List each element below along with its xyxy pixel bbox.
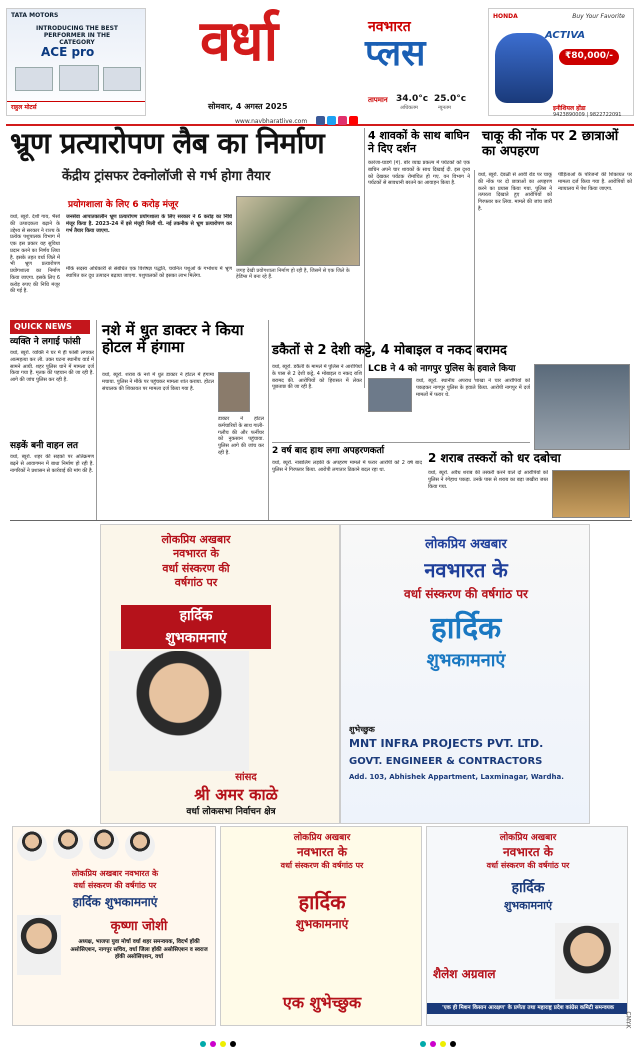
temp-max-label: अधिकतम	[400, 105, 418, 111]
doctor-body: वर्धा, ब्यूरो. शराब के नशे में धुत डाक्टर ने होटल में हंगामा मचाया. पुलिस ने मौके पर पहुंचकर मामला शांत कराया. होटल संचालक की शिकायत पर मामला दर्ज किया गया है.	[102, 372, 214, 392]
lead-body-col3: मौके सदस्य अधिकारी से संबंधित एक विशेषज्ञ पद्धति, चयनित पशुओं के गर्भाशय में भ्रूण स्थापित कर दूध उत्पादन बढ़ाया जाएगा. पशुपालकों को इसका लाभ मिलेगा.	[66, 266, 232, 279]
registration-mark	[200, 1041, 206, 1047]
masthead-plus: प्लस	[365, 33, 426, 74]
ad-brand: HONDA	[493, 13, 518, 20]
lead-subhead: केंद्रीय ट्रांसफर टेक्नोलॉजी से गर्भ होगा तैयार	[62, 169, 271, 184]
b1-area: वर्धा लोकसभा निर्वाचन क्षेत्र	[186, 807, 276, 817]
temp-min-label: न्यूनतम	[438, 105, 451, 111]
b1-line1: लोकप्रिय अखबार	[161, 533, 231, 546]
quick-body-2: वर्धा, ब्यूरो. शहर की सड़कों पर अतिक्रमण बढ़ने से आवागमन में बाधा निर्माण हो रही है. नागरिकों ने प्रशासन से कार्रवाई की मांग की है.	[10, 454, 94, 474]
lead-body-col1: वर्धा, ब्यूरो. देशी गाय, भैंसों की उत्पादकता बढ़ाने के उद्देश्य से सरकार ने राज्य के प्रत्येक पशुपालक विभाग में एक इस प्रकार यह सुविधा प्रदान करने का निर्णय लिया है. इसके तहत वर्धा जिले में भी भ्रूण प्रत्यारोपण प्रयोगशाला का निर्माण किया जाएगा. इसके लिए 6 करोड़ रुपए की निधि मंजूर की गई है.	[10, 214, 60, 295]
liquor-photo	[552, 470, 630, 518]
b2-sub: GOVT. ENGINEER & CONTRACTORS	[349, 756, 543, 767]
greeting-ad-krishna-joshi	[12, 826, 216, 1026]
lcb-photo	[368, 378, 412, 412]
b5-line1: लोकप्रिय अखबार	[499, 833, 557, 843]
b2-greet1: हार्दिक	[430, 611, 502, 646]
registration-mark	[440, 1041, 446, 1047]
quick-headline-1: व्यक्ति ने लगाई फांसी	[10, 337, 81, 347]
chaku-body-2: पीड़िताओं के परिजनों की शिकायत पर मामला दर्ज किया गया है. आरोपियों को न्यायालय में पेश किया जाएगा.	[558, 172, 632, 192]
b5-greet1: हार्दिक	[511, 880, 545, 896]
portrait-image	[53, 829, 83, 859]
b1-line4: वर्षगांठ पर	[174, 575, 218, 589]
b4-greet1: हार्दिक	[298, 890, 346, 914]
lead-caption: जगह देखी प्रयोगशाला निर्माण हो रही है, जिसमें से एक जिले के हेडिंग्स में बना रहे हैं.	[236, 268, 350, 280]
ad-dealer: राहुल मोटर्स	[7, 101, 145, 115]
youtube-icon[interactable]	[349, 116, 358, 125]
liquor-body: वर्धा, ब्यूरो. अवैध शराब की तस्करी करने वाले दो आरोपियों को पुलिस ने रंगेहाथ पकड़ा. उनके पास से शराब का बड़ा जखीरा जब्त किया गया.	[428, 470, 548, 490]
ad-phone: 9423890009 | 9822722091	[553, 112, 622, 118]
lcb-headline: LCB ने 4 को नागपुर पुलिस के हवाले किया	[368, 364, 516, 374]
b2-address: Add. 103, Abhishek Appartment, Laxminagar, Wardha.	[349, 773, 564, 781]
dateline: सोमवार, 4 अगस्त 2025	[208, 102, 288, 111]
b1-line2: नवभारत के	[173, 547, 219, 561]
liquor-headline: 2 शराब तस्करों को धर दबोचा	[428, 451, 561, 465]
b4-line1: लोकप्रिय अखबार	[293, 833, 351, 843]
b4-greet2: शुभकामनाएं	[295, 917, 349, 931]
ad-brand: TATA MOTORS	[11, 12, 59, 19]
b5-greet2: शुभकामनाएं	[503, 899, 553, 912]
doctor-photo	[218, 372, 250, 412]
baghin-body: कारंजा-घाडगे (गं). बोर व्याघ्र प्रकल्प में पर्यटकों को एक बाघिन अपने चार शावकों के साथ दिखाई दी. इस दृश्य को देखकर पर्यटक रोमांचित हो गए. वन विभाग ने पर्यटकों से सावधानी बरतने का आवाहन किया है.	[368, 160, 470, 187]
portrait-image	[89, 829, 119, 859]
greeting-ad-mnt-infra	[340, 524, 590, 824]
twitter-icon[interactable]	[327, 116, 336, 125]
ad-dealer: इनीशियल होंडा	[553, 105, 586, 112]
truck-image	[15, 67, 53, 91]
registration-mark	[420, 1041, 426, 1047]
temp-label: तापमान	[368, 96, 388, 104]
b2-company: MNT INFRA PROJECTS PVT. LTD.	[349, 737, 544, 750]
b2-greet2: शुभकामनाएं	[426, 650, 506, 671]
tata-ace-ad[interactable]	[6, 8, 146, 116]
website-link[interactable]: www.navbharatlive.com	[235, 118, 308, 125]
ad-product: ACTIVA	[545, 30, 586, 41]
chaku-body: वर्धा, ब्यूरो. देवळी से आर्वी रोड पर चाकू की नोंक पर दो छात्राओं का अपहरण करने का प्रयास किया गया. पुलिस ने तत्परता दिखाते हुए आरोपियों को गिरफ्तार कर लिया. मामले की जांच जारी है.	[478, 172, 552, 212]
b3-desc: अध्यक्ष, भाजपा युवा मोर्चा वर्धा शहर समन्वयक, विदर्भ हॉकी असोसिएशन, नागपुर सचिव, वर्धा जिला हॉकी असोसिएशन व स्वराज हॉकी असोसिएशन, वर्धा	[70, 939, 208, 961]
b2-line1: लोकप्रिय अखबार	[425, 537, 507, 552]
b5-line3: वर्धा संस्करण की वर्षगांठ पर	[486, 861, 570, 870]
dacoity-headline: डकैतों से 2 देशी कट्टे, 4 मोबाइल व नकद बरामद	[272, 343, 507, 358]
registration-mark	[220, 1041, 226, 1047]
greeting-ad-shubhechhuk	[220, 826, 422, 1026]
registration-mark	[430, 1041, 436, 1047]
b3-line1: लोकप्रिय अखबार नवभारत के	[71, 869, 159, 878]
b1-greet2: शुभकामनाएं	[121, 627, 271, 649]
dacoity-body: वर्धा, ब्यूरो. डकैती के मामले में पुलिस ने आरोपियों के पास से 2 देशी कट्टे, 4 मोबाइल व नकद राशि बरामद की. आरोपियों को हिरासत में लेकर पूछताछ की जा रही है.	[272, 364, 362, 391]
b1-name: श्री अमर काळे	[194, 785, 278, 804]
quick-headline-2: सड़कें बनी वाहन लत	[10, 441, 79, 451]
baghin-headline: 4 शावकों के साथ बाघिन ने दिए दर्शन	[368, 129, 470, 155]
lcb-body: वर्धा, ब्यूरो. स्थानीय अपराध शाखा ने चार आरोपियों को पकड़कर नागपुर पुलिस के हवाले किया. आरोपी नागपुर में दर्ज मामलों में फरार थे.	[416, 378, 530, 398]
ad-tagline: INTRODUCING THE BEST PERFORMER IN THE CATEGORY	[36, 25, 118, 47]
registration-mark	[230, 1041, 236, 1047]
portrait-image	[125, 831, 155, 861]
b5-desc: 'एक ही मिशन किसान आरक्षण' के प्रणेता तथा महाराष्ट्र प्रदेश कांग्रेस कमिटी समन्वयक	[427, 1003, 628, 1014]
ad-tagline: Buy Your Favorite	[572, 13, 625, 20]
portrait-image	[17, 915, 61, 975]
b4-line3: वर्धा संस्करण की वर्षगांठ पर	[280, 861, 364, 870]
b2-line3: वर्धा संस्करण की वर्षगांठ पर	[404, 587, 528, 601]
truck-image	[103, 67, 141, 91]
lead-photo	[236, 196, 360, 266]
facebook-icon[interactable]	[316, 116, 325, 125]
b3-line2: वर्धा संस्करण की वर्षगांठ पर	[73, 881, 157, 890]
honda-activa-ad[interactable]	[488, 8, 634, 116]
b3-name: कृष्णा जोशी	[110, 919, 168, 934]
b1-greet1: हार्दिक	[121, 605, 271, 627]
b2-line2: नवभारत के	[424, 558, 508, 582]
masthead-navbharat: नवभारत	[368, 19, 411, 35]
b1-role: सांसद	[235, 772, 257, 783]
temp-max: 34.0°c	[396, 94, 429, 104]
ad-price: ₹80,000/-	[559, 49, 619, 65]
quick-news-label: QUICK NEWS	[10, 320, 90, 334]
masthead-title: वर्धा	[200, 9, 277, 74]
registration-mark	[210, 1041, 216, 1047]
page-divider	[10, 520, 632, 521]
page-mark: CMYK	[624, 1011, 632, 1029]
instagram-icon[interactable]	[338, 116, 347, 125]
portrait-image	[555, 923, 619, 999]
greeting-ad-shailesh-agrawal	[426, 826, 628, 1026]
b2-sponsor-label: शुभेच्छुक	[349, 725, 375, 734]
column-divider	[96, 320, 97, 520]
portrait-image	[17, 831, 47, 861]
chaku-headline: चाकू की नोंक पर 2 छात्राओं का अपहरण	[482, 129, 619, 159]
story-divider	[272, 442, 530, 443]
lead-body-col2: जनसेवा आपातकालीन भ्रूण प्रत्यारोपण प्रयोगशाला के लिए सरकार ने 6 करोड़ का निधि मंजूर किया है. 2023-24 में इसे मंजूरी मिली थी. नई तकनीक से भ्रूण प्रत्यारोपण कर गर्भ तैयार किया जाएगा.	[66, 214, 232, 234]
temp-min: 25.0°c	[434, 94, 467, 104]
portrait-image	[109, 651, 249, 771]
truck-image	[59, 65, 99, 91]
police-photo	[534, 364, 630, 450]
registration-mark	[450, 1041, 456, 1047]
b5-line2: नवभारत के	[502, 845, 554, 859]
greeting-ad-amar-kale	[100, 524, 340, 824]
kidnapper-headline: 2 वर्ष बाद हाथ लगा अपहरणकर्ता	[272, 446, 385, 456]
lead-headline: भ्रूण प्रत्यारोपण लैब का निर्माण	[10, 126, 325, 160]
lead-kicker: प्रयोगशाला के लिए 6 करोड़ मंजूर	[68, 200, 179, 210]
ad-product: ACE pro	[41, 45, 95, 59]
b4-sign: एक शुभेच्छुक	[282, 993, 362, 1012]
b4-line2: नवभारत के	[296, 845, 348, 859]
scooter-image	[495, 33, 553, 103]
kidnapper-body: वर्धा, ब्यूरो. नाबालिग लड़की के अपहरण मामले में फरार आरोपी को 2 वर्ष बाद पुलिस ने गिरफ्तार किया. आरोपी लगातार ठिकाने बदल रहा था.	[272, 460, 422, 473]
b5-name: शैलेश अग्रवाल	[433, 967, 496, 981]
doctor-headline: नशे में धुत डाक्टर ने किया होटल में हंगामा	[102, 321, 244, 357]
doctor-body-2: डाक्टर ने होटल कर्मचारियों के साथ गाली-गलौच की और फर्नीचर को नुकसान पहुंचाया. पुलिस आगे की जांच कर रही है.	[218, 416, 264, 456]
quick-body-1: वर्धा, ब्यूरो. व्यक्ति ने घर में ही फांसी लगाकर आत्महत्या कर ली. उक्त घटना स्थानीय वार्ड में सामने आयी. शहर पुलिस थाने में मामला दर्ज किया गया है. मृतक की पहचान की जा रही है. आगे की जांच पुलिस कर रही है.	[10, 350, 94, 383]
column-divider	[268, 320, 269, 520]
b3-greet: हार्दिक शुभकामनाएं	[72, 895, 158, 909]
b1-line3: वर्धा संस्करण की	[162, 561, 230, 575]
